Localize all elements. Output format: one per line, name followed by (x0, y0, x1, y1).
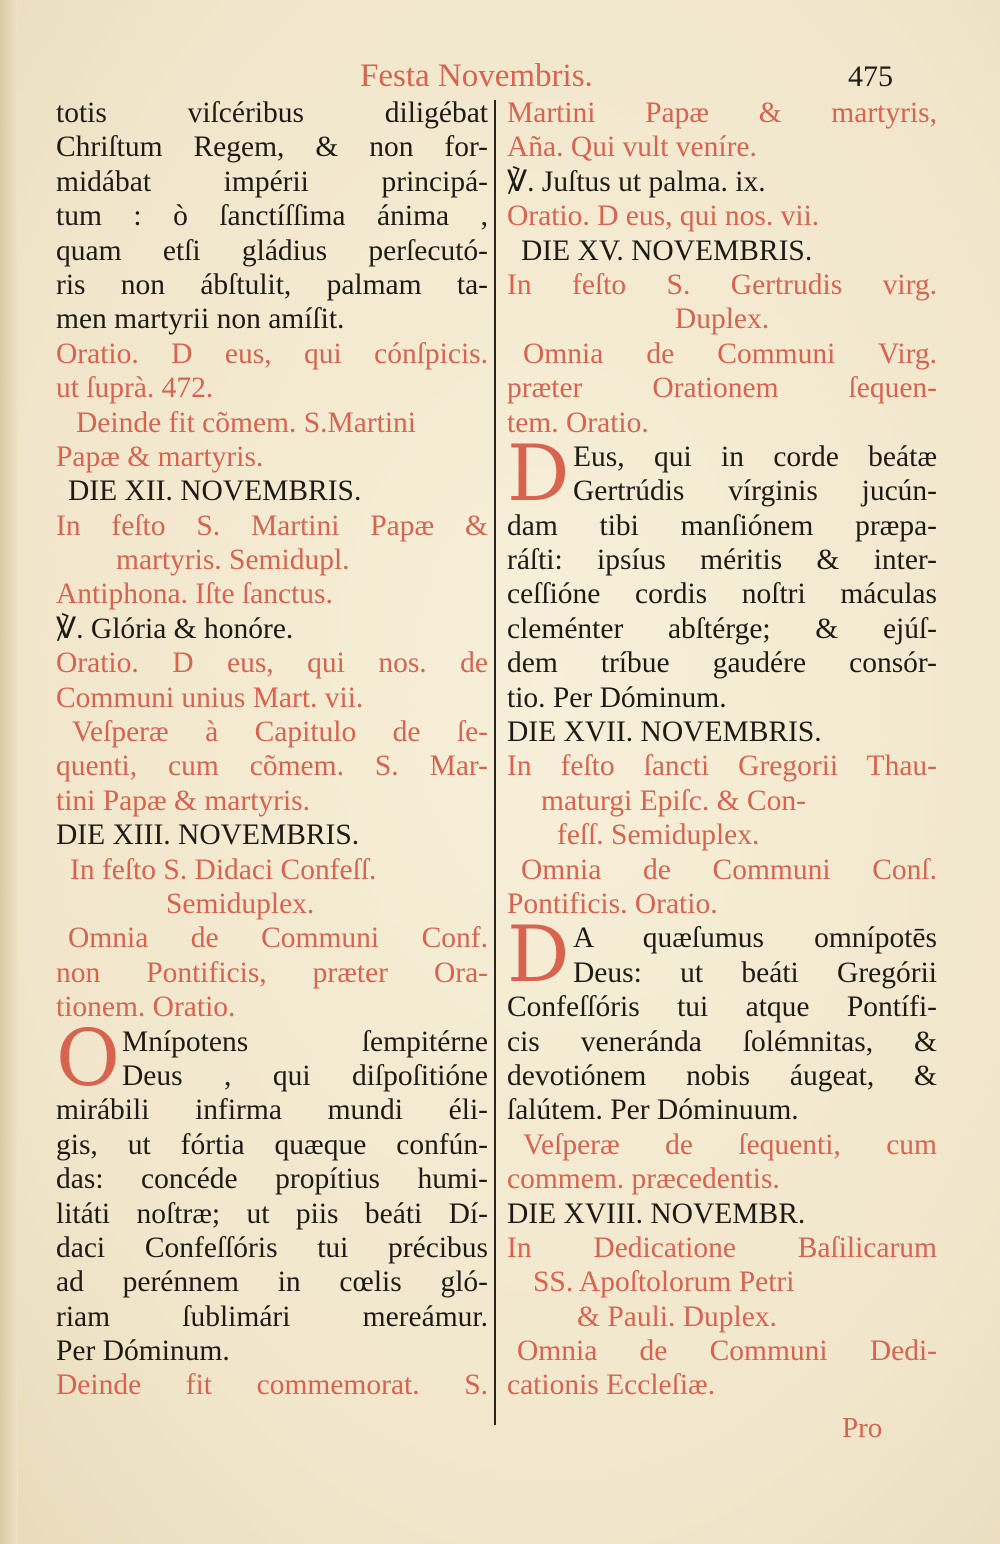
text-line: ſalútem. Per Dóminuum. (507, 1094, 799, 1127)
rubric-line: Pontificis. Oratio. (507, 887, 718, 920)
rubric-line: Veſperæ de ſequenti, cum (523, 1128, 937, 1161)
text-line: ris non ábſtulit, palmam ta- (56, 268, 488, 301)
text-line: gis, ut fórtia quæque confún- (56, 1128, 488, 1161)
text-line: men martyrii non amíſit. (56, 303, 345, 336)
rubric-line: Veſperæ à Capitulo de ſe- (72, 716, 488, 749)
text-line: Mnípotens ſempitérne (122, 1025, 488, 1058)
text-line: ráſti: ipsíus méritis & inter- (507, 544, 937, 577)
page-number: 475 (848, 60, 893, 93)
running-header: Festa Novembris. (360, 58, 593, 94)
day-heading: DIE XII. NOVEMBRIS. (68, 475, 362, 508)
rubric-line: In feſto S. Gertrudis virg. (507, 268, 937, 301)
text-line: totis viſcéribus diligébat (56, 97, 488, 129)
text-line: devotiónem nobis áugeat, & (507, 1059, 937, 1092)
rubric-line: Deinde fit cõmem. S.Martini (76, 406, 416, 439)
text-line: Chriſtum Regem, & non for- (56, 131, 488, 164)
rubric-line: Communi unius Mart. vii. (56, 681, 364, 714)
text-line: mirábili infirma mundi éli- (56, 1094, 488, 1127)
collect-paragraph (56, 1013, 488, 1369)
text-line: ad perénnem in cœlis gló- (56, 1266, 488, 1299)
day-heading: DIE XVII. NOVEMBRIS. (507, 716, 822, 749)
text-line: Confeſſóris tui atque Pontífi- (507, 991, 937, 1024)
collect-paragraph (507, 428, 937, 715)
text-line: Gertrúdis vírginis jucún- (573, 475, 937, 508)
antiphon-line: Antiphona. Iſte ſanctus. (56, 578, 333, 611)
rubric-line: & Pauli. Duplex. (577, 1300, 777, 1333)
rubric-line: In feſto S. Didaci Confeſſ. (70, 853, 377, 886)
day-heading: DIE XV. NOVEMBRIS. (521, 234, 813, 267)
rubric-line: Martini Papæ & martyris, (507, 97, 937, 129)
day-heading: DIE XIII. NOVEMBRIS. (56, 819, 360, 852)
rubric-line: Omnia de Communi Conf. (68, 922, 488, 955)
catchword: Pro (842, 1412, 883, 1444)
left-column (56, 96, 488, 1403)
text-line: tio. Per Dóminum. (507, 681, 727, 714)
rubric-line: commem. præcedentis. (507, 1163, 780, 1196)
rubric-line: Duplex. (674, 303, 770, 336)
drop-capital: D (507, 428, 570, 519)
rubric-line: Omnia de Communi Conſ. (521, 853, 937, 886)
text-line: Per Dóminum. (56, 1335, 230, 1368)
right-column (507, 96, 937, 1403)
text-line: Deus , qui diſpoſitióne (122, 1059, 488, 1092)
rubric-line: quenti, cum cõmem. S. Mar- (56, 750, 488, 783)
text-line: midábat impérii principá- (56, 165, 488, 198)
versicle-line: ℣. Juſtus ut palma. ix. (507, 165, 766, 198)
rubric-line: Deinde fit commemorat. S. (56, 1369, 488, 1402)
rubric-line: martyris. Semidupl. (116, 544, 350, 577)
rubric-line: tionem. Oratio. (56, 991, 236, 1024)
text-line: cleménter abſtérge; & ejúſ- (507, 612, 937, 645)
collect-paragraph (507, 910, 937, 1127)
text-line: das: concéde propítius humi- (56, 1163, 488, 1196)
rubric-line: cationis Eccleſiæ. (507, 1369, 716, 1402)
text-line: litáti noſtræ; ut piis beáti Dí- (56, 1197, 488, 1230)
text-line: quam etſi gládius perſecutó- (56, 234, 488, 267)
rubric-line: Omnia de Communi Virg. (523, 337, 937, 370)
day-heading: DIE XVIII. NOVEMBR. (507, 1197, 806, 1230)
text-line: Eus, qui in corde beátæ (573, 440, 937, 473)
rubric-line: ut ſuprà. 472. (56, 372, 214, 405)
text-line: daci Confeſſóris tui précibus (56, 1231, 488, 1264)
rubric-line: In feſto ſancti Gregorii Thau- (507, 750, 937, 783)
text-line: Deus: ut beáti Gregórii (573, 956, 937, 989)
rubric-line: non Pontificis, præter Ora- (56, 956, 488, 989)
versicle-line: ℣. Glória & honóre. (56, 612, 294, 645)
rubric-line: Omnia de Communi Dedi- (517, 1335, 937, 1368)
rubric-line: Oratio. D eus, qui cónſpicis. (56, 337, 488, 370)
rubric-line: Semiduplex. (166, 887, 315, 920)
text-line: dem tríbue gaudére consór- (507, 647, 937, 680)
text-line: A quæſumus omnípotēs (573, 922, 937, 955)
rubric-line: maturgi Epiſc. & Con- (541, 784, 806, 817)
rubric-line: Papæ & martyris. (56, 440, 264, 473)
rubric-line: Oratio. D eus, qui nos. vii. (507, 200, 820, 233)
page-gutter (0, 0, 18, 1544)
drop-capital: O (56, 1013, 120, 1104)
rubric-line: SS. Apoſtolorum Petri (533, 1266, 795, 1299)
text-line: riam ſublimári mereámur. (56, 1300, 488, 1333)
rubric-line: In Dedicatione Baſilicarum (507, 1231, 937, 1264)
antiphon-line: Aña. Qui vult veníre. (507, 131, 757, 164)
column-divider (494, 100, 496, 1425)
rubric-line: tem. Oratio. (507, 406, 649, 439)
rubric-line: præter Orationem ſequen- (507, 372, 937, 405)
text-line: cis veneránda ſolémnitas, & (507, 1025, 937, 1058)
text-line: tum : ò ſanctíſſima ánima , (56, 200, 488, 233)
text-line: ceſſióne cordis noſtri máculas (507, 578, 937, 611)
text-line: dam tibi manſiónem præpa- (507, 509, 937, 542)
rubric-line: In feſto S. Martini Papæ & (56, 509, 488, 542)
rubric-line: tini Papæ & martyris. (56, 784, 311, 817)
rubric-line: feſſ. Semiduplex. (557, 819, 760, 852)
drop-capital: D (507, 910, 570, 1001)
rubric-line: Oratio. D eus, qui nos. de (56, 647, 488, 680)
